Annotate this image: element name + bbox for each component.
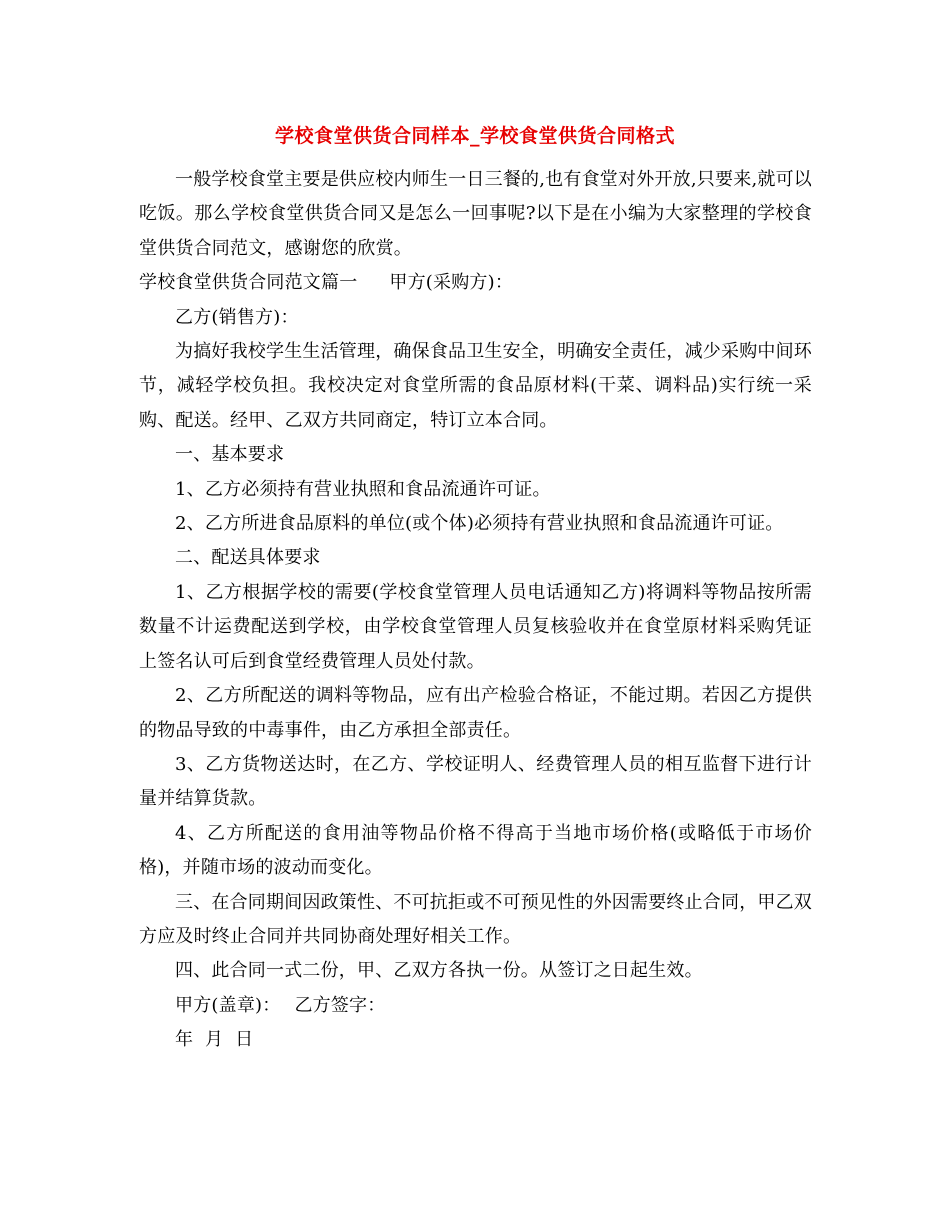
section2-item3: 3、乙方货物送达时，在乙方、学校证明人、经费管理人员的相互监督下进行计量并结算货款。 (139, 753, 812, 810)
section3-paragraph: 三、在合同期间因政策性、不可抗拒或不可预见性的外因需要终止合同，甲乙双方应及时终止合同并共同协商处理好相关工作。 (139, 891, 812, 947)
intro-paragraph: 一般学校食堂主要是供应校内师生一日三餐的,也有食堂对外开放,只要来,就可以吃饭。那么学校食堂供货合同又是怎么一回事呢?以下是在小编为大家整理的学校食堂供货合同范文，感谢您的欣赏。 (139, 169, 812, 259)
document-title: 学校食堂供货合同样本_学校食堂供货合同格式 (274, 125, 675, 147)
section2-item1: 1、乙方根据学校的需要(学校食堂管理人员电话通知乙方)将调料等物品按所需数量不计运费配送到学校，由学校食堂管理人员复核验收并在食堂原材料采购凭证上签名认可后到食堂经费管理人员处付款。 (139, 581, 812, 672)
sample-label: 学校食堂供货合同范文篇一 (139, 272, 358, 294)
section1-item1: 1、乙方必须持有营业执照和食品流通许可证。 (175, 478, 551, 500)
sign-b-label: 乙方签字： (294, 994, 386, 1016)
section2-item4: 4、乙方所配送的食用油等物品价格不得高于当地市场价格(或略低于市场价格)，并随市场的波动而变化。 (139, 822, 812, 879)
section1-item2: 2、乙方所进食品原料的单位(或个体)必须持有营业执照和食品流通许可证。 (175, 513, 784, 535)
section1-heading: 一、基本要求 (175, 444, 285, 466)
sign-a-label: 甲方(盖章)： (175, 994, 281, 1016)
document-body (139, 163, 812, 1058)
party-a-buyer-label: 甲方(采购方)： (389, 272, 514, 294)
party-b-seller-label: 乙方(销售方)： (175, 306, 299, 328)
section2-item2: 2、乙方所配送的调料等物品，应有出产检验合格证，不能过期。若因乙方提供的物品导致的中毒事件，由乙方承担全部责任。 (139, 685, 812, 741)
section2-heading: 二、配送具体要求 (175, 547, 321, 569)
section4-paragraph: 四、此合同一式二份，甲、乙双方各执一份。从签订之日起生效。 (175, 960, 703, 982)
sample-heading-line (139, 266, 812, 300)
date-line: 年 月 日 (175, 1029, 254, 1051)
purpose-paragraph: 为搞好我校学生生活管理，确保食品卫生安全，明确安全责任，减少采购中间环节，减轻学校负担。我校决定对食堂所需的食品原材料(干菜、调料品)实行统一采购、配送。经甲、乙双方共同商定，特订立本合同。 (139, 341, 812, 431)
signature-line (139, 989, 812, 1023)
